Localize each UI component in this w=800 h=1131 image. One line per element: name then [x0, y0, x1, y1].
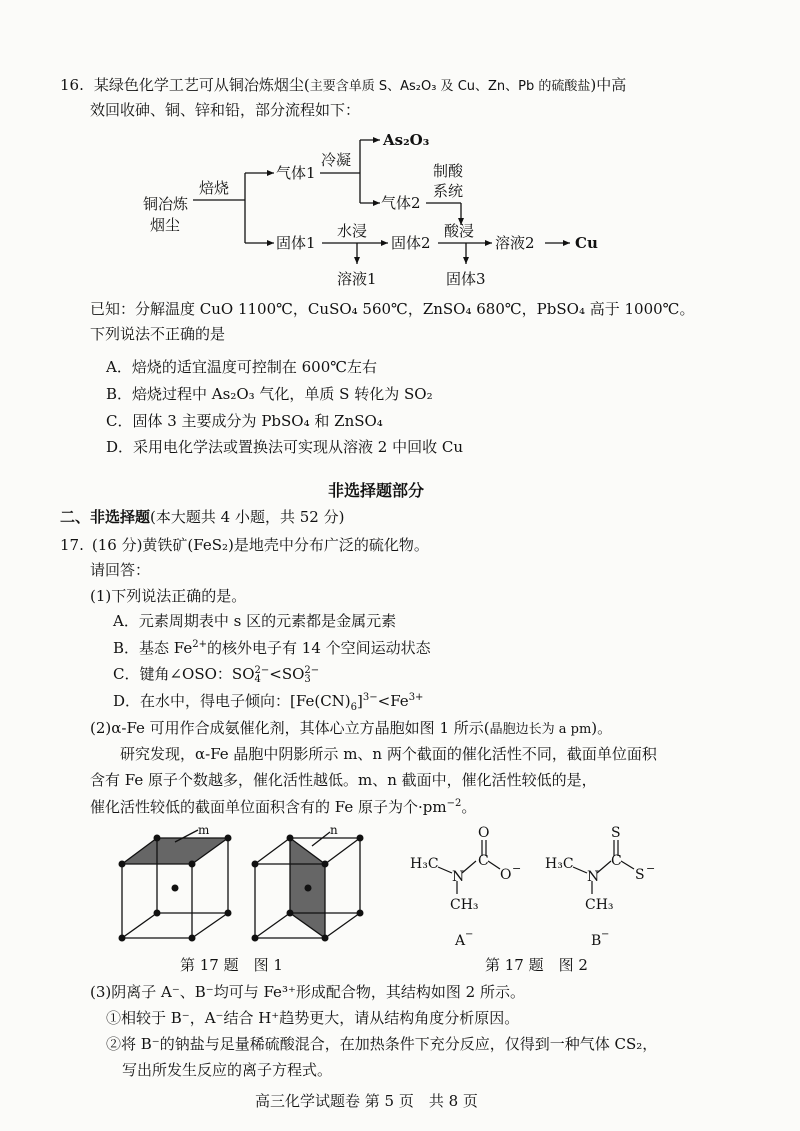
section-heading: 二、非选择题(本大题共 4 小题，共 52 分)	[60, 508, 345, 526]
flow-roast: 焙烧	[199, 179, 230, 197]
flow-solid3: 固体3	[446, 270, 486, 288]
svg-text:N: N	[452, 869, 465, 885]
structure-b	[545, 825, 655, 949]
svg-text:N: N	[587, 869, 600, 885]
flow-gas1: 气体1	[276, 164, 316, 182]
section-title: 非选择题部分	[328, 481, 425, 500]
q17-part2: (2)α-Fe 可用作合成氨催化剂，其体心立方晶胞如图 1 所示(晶胞边长为 a pm)。	[90, 719, 613, 737]
q16-option-a: A．焙烧的适宜温度可控制在 600℃左右	[106, 358, 378, 376]
q16-option-c: C．固体 3 主要成分为 PbSO₄ 和 ZnSO₄	[106, 412, 383, 430]
svg-text:C: C	[478, 853, 489, 869]
flow-condense: 冷凝	[321, 151, 352, 169]
q17-option-a: A．元素周期表中 s 区的元素都是金属元素	[113, 612, 397, 630]
structure-a	[410, 825, 521, 949]
q16-ask: 下列说法不正确的是	[90, 325, 226, 343]
svg-text:−: −	[512, 862, 522, 875]
process-flow-diagram	[0, 0, 800, 300]
q16-number: 16.	[60, 76, 84, 94]
label-n: n	[330, 823, 338, 837]
svg-text:O: O	[478, 825, 490, 841]
flow-solid1: 固体1	[276, 234, 316, 252]
flow-as2o3: As₂O₃	[383, 131, 430, 149]
svg-text:−: −	[465, 929, 474, 940]
q17-part2-line2: 研究发现，α-Fe 晶胞中阴影所示 m、n 两个截面的催化活性不同，截面单位面积	[120, 745, 657, 763]
q17-option-d: D．在水中，得电子倾向：$[Fe(CN)_6]^{3-}<Fe^{3+}$	[113, 692, 424, 713]
q17-part2-line3: 含有 Fe 原子个数越多，催化活性越低。m、n 截面中，催化活性较低的是，	[90, 771, 597, 789]
svg-text:C: C	[611, 853, 622, 869]
flow-solid2: 固体2	[391, 234, 431, 252]
flow-gas2: 气体2	[381, 194, 421, 212]
q17-stem: 17. (16 分)黄铁矿(FeS₂)是地壳中分布广泛的硫化物。	[60, 536, 429, 554]
svg-text:A: A	[455, 933, 466, 949]
svg-text:S: S	[611, 825, 621, 841]
flow-solution2: 溶液2	[495, 234, 535, 252]
q17-part3-1: ①相较于 B⁻，A⁻结合 H⁺趋势更大，请从结构角度分析原因。	[106, 1009, 520, 1027]
q16-option-d: D．采用电化学法或置换法可实现从溶液 2 中回收 Cu	[106, 438, 464, 456]
q17-option-c: C．键角∠OSO：SO 2− 4 <SO 2− 3	[113, 665, 320, 685]
label-m: m	[198, 823, 210, 837]
svg-text:O: O	[500, 867, 512, 883]
q17-part2-line4: 催化活性较低的截面单位面积含有的 Fe 原子为个$\cdot pm^{-2}$。	[90, 798, 477, 816]
svg-text:S: S	[635, 867, 645, 883]
q17-part1: (1)下列说法正确的是。	[90, 587, 247, 605]
svg-text:B: B	[591, 933, 602, 949]
svg-text:−: −	[601, 929, 610, 940]
figures	[0, 820, 800, 980]
q16-option-b: B．焙烧过程中 As₂O₃ 气化，单质 S 转化为 SO₂	[106, 385, 433, 403]
q16-stem-line2: 效回收砷、铜、锌和铅，部分流程如下：	[90, 101, 361, 119]
svg-text:CH₃: CH₃	[450, 897, 479, 913]
svg-text:−: −	[646, 862, 656, 875]
cube-m	[122, 830, 228, 938]
flow-start-1: 铜冶炼	[143, 195, 189, 213]
flow-acid-leach: 酸浸	[444, 222, 475, 240]
flow-water-leach: 水浸	[337, 222, 368, 240]
svg-text:CH₃: CH₃	[585, 897, 614, 913]
flow-solution1: 溶液1	[337, 270, 377, 288]
svg-text:H₃C: H₃C	[410, 856, 439, 872]
q17-please: 请回答：	[90, 561, 151, 579]
flow-acid-sys-2: 系统	[433, 182, 464, 200]
fig1-caption: 第 17 题 图 1	[180, 956, 283, 974]
q17-part3: (3)阴离子 A⁻、B⁻均可与 Fe³⁺形成配合物，其结构如图 2 所示。	[90, 983, 525, 1001]
q16-stem-line1: 16. 某绿色化学工艺可从铜冶炼烟尘(主要含单质 S、As₂O₃ 及 Cu、Zn、Pb 的硫酸盐)中高	[60, 76, 627, 94]
q16-known: 已知：分解温度 CuO 1100℃，CuSO₄ 560℃，ZnSO₄ 680℃，PbSO₄ 高于 1000℃。	[90, 300, 695, 318]
q17-part3-3: 写出所发生反应的离子方程式。	[122, 1061, 333, 1079]
flow-acid-sys-1: 制酸	[433, 162, 464, 180]
fig2-caption: 第 17 题 图 2	[485, 956, 588, 974]
flow-start-2: 烟尘	[150, 216, 181, 234]
q17-part3-2: ②将 B⁻的钠盐与足量稀硫酸混合，在加热条件下充分反应，仅得到一种气体 CS₂，	[106, 1035, 658, 1053]
q17-option-b: B．基态 $Fe^{2+}$的核外电子有 14 个空间运动状态	[113, 639, 431, 657]
flow-cu: Cu	[575, 234, 598, 252]
svg-text:H₃C: H₃C	[545, 856, 574, 872]
page-footer: 高三化学试题卷 第 5 页 共 8 页	[255, 1092, 478, 1110]
